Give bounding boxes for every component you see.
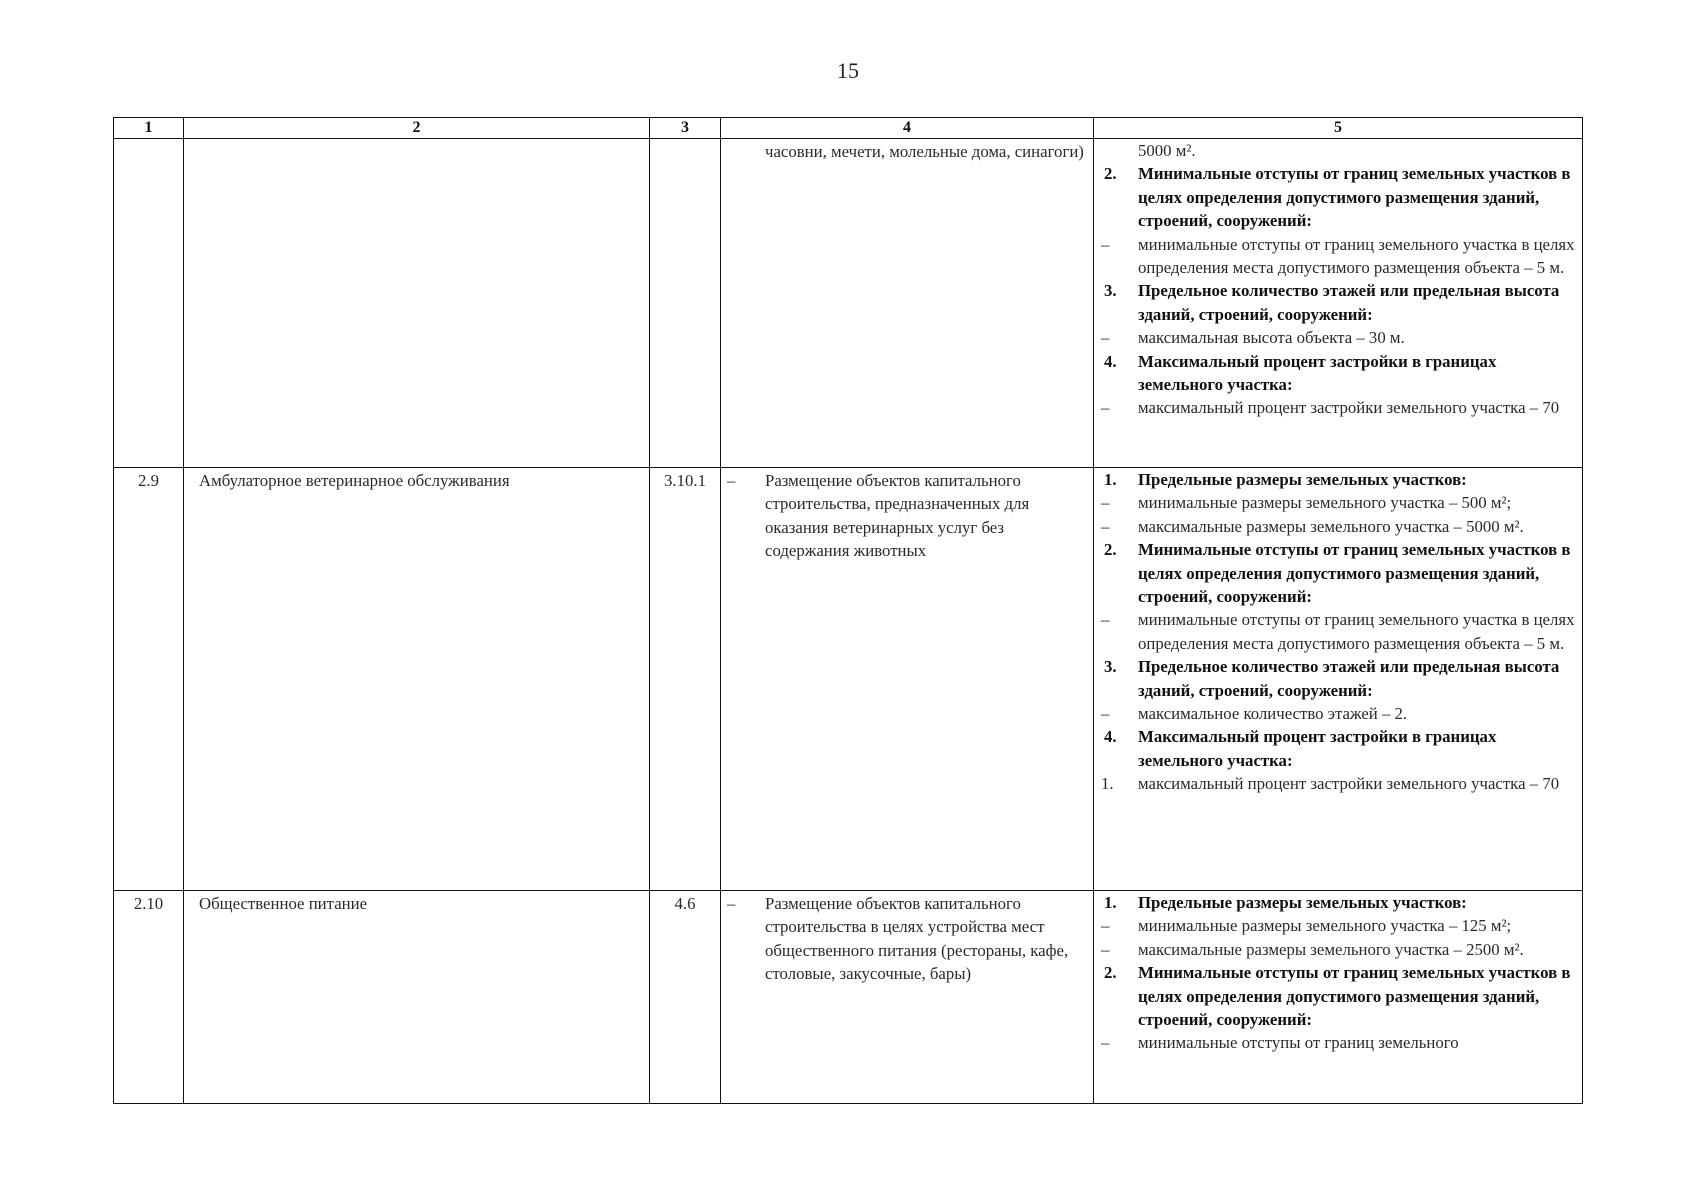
parameter-text: минимальные отступы от границ земельного участка в целях определения места допустимого размещения объекта – 5 м. bbox=[1138, 234, 1575, 278]
parameter-value bbox=[1094, 139, 1578, 162]
dash-marker: – bbox=[727, 894, 736, 913]
use-type-code: 3.10.1 bbox=[650, 468, 721, 891]
parameter-value bbox=[1094, 702, 1578, 725]
parameter-text: максимальный процент застройки земельного участка – 70 bbox=[1138, 398, 1560, 418]
list-marker: 2. bbox=[1104, 164, 1117, 184]
parameter-text: Минимальные отступы от границ земельных участков в целях определения допустимого размещения зданий, строений, сооружений: bbox=[1138, 963, 1571, 1030]
parameters-cell bbox=[1094, 468, 1583, 891]
parameter-heading bbox=[1094, 279, 1578, 326]
parameter-text: Предельные размеры земельных участков: bbox=[1138, 470, 1467, 489]
use-description-text: Размещение объектов капитального строительства, предназначенных для оказания ветеринарных услуг без содержания животных bbox=[765, 471, 1030, 561]
parameter-heading bbox=[1094, 538, 1578, 608]
parameter-text: Предельное количество этажей или предельная высота зданий, строений, сооружений: bbox=[1138, 281, 1560, 324]
parameter-value bbox=[1094, 938, 1578, 961]
parameter-text: минимальные отступы от границ земельного участка в целях определения места допустимого размещения объекта – 5 м. bbox=[1138, 610, 1575, 653]
list-marker: 2. bbox=[1104, 540, 1117, 560]
use-type-name: Амбулаторное ветеринарное обслуживания bbox=[184, 468, 650, 891]
parameter-text: максимальная высота объекта – 30 м. bbox=[1138, 328, 1405, 348]
list-marker: 1. bbox=[1104, 470, 1117, 489]
dash-marker: – bbox=[727, 471, 736, 490]
parameter-heading bbox=[1094, 725, 1578, 772]
parameter-heading bbox=[1094, 468, 1578, 491]
parameter-text: минимальные размеры земельного участка – 500 м²; bbox=[1138, 493, 1512, 513]
parameter-heading bbox=[1094, 350, 1578, 397]
list-marker: – bbox=[1101, 610, 1110, 630]
parameter-value bbox=[1094, 491, 1578, 514]
use-type-name: Общественное питание bbox=[184, 891, 650, 1104]
header-col-1: 1 bbox=[114, 118, 184, 139]
list-marker: – bbox=[1101, 1033, 1110, 1053]
list-marker: 4. bbox=[1104, 351, 1117, 371]
parameter-heading bbox=[1094, 162, 1578, 232]
parameter-value bbox=[1094, 396, 1578, 419]
parameter-text: максимальный процент застройки земельного участка – 70 bbox=[1138, 774, 1560, 794]
row-number: 2.10 bbox=[114, 891, 184, 1104]
header-col-5: 5 bbox=[1094, 118, 1583, 139]
parameter-text: Максимальный процент застройки в границах земельного участка: bbox=[1138, 727, 1497, 770]
use-description-text: Размещение объектов капитального строительства в целях устройства мест общественного питания (рестораны, кафе, столовые, закусочные, бары) bbox=[765, 894, 1069, 984]
parameter-value bbox=[1094, 515, 1578, 538]
list-marker: 2. bbox=[1104, 963, 1117, 983]
use-description bbox=[721, 468, 1093, 563]
parameter-value bbox=[1094, 1031, 1578, 1054]
parameter-text: 5000 м². bbox=[1138, 141, 1196, 160]
parameters-cell bbox=[1094, 139, 1583, 468]
parameter-heading bbox=[1094, 961, 1578, 1031]
parameter-value bbox=[1094, 608, 1578, 655]
zoning-table bbox=[113, 117, 1583, 1104]
row-number bbox=[114, 139, 184, 468]
row-number: 2.9 bbox=[114, 468, 184, 891]
list-marker: 4. bbox=[1104, 727, 1117, 747]
parameter-text: минимальные размеры земельного участка – 125 м²; bbox=[1138, 916, 1512, 936]
parameter-text: Предельное количество этажей или предельная высота зданий, строений, сооружений: bbox=[1138, 657, 1560, 700]
use-description-text: часовни, мечети, молельные дома, синагоги) bbox=[765, 142, 1084, 161]
use-type-code: 4.6 bbox=[650, 891, 721, 1104]
page-number: 15 bbox=[837, 58, 859, 83]
parameter-value bbox=[1094, 233, 1578, 280]
use-description bbox=[721, 891, 1093, 986]
list-marker: 3. bbox=[1104, 281, 1117, 301]
table-row bbox=[114, 139, 1583, 468]
list-marker: – bbox=[1101, 234, 1110, 254]
parameter-value bbox=[1094, 772, 1578, 795]
list-marker: – bbox=[1101, 939, 1110, 959]
parameter-text: максимальное количество этажей – 2. bbox=[1138, 704, 1408, 724]
table-row bbox=[114, 468, 1583, 891]
parameter-text: максимальные размеры земельного участка – 5000 м². bbox=[1138, 516, 1524, 536]
use-description-cell bbox=[721, 891, 1094, 1104]
parameter-value bbox=[1094, 914, 1578, 937]
parameter-text: Минимальные отступы от границ земельных участков в целях определения допустимого размещения зданий, строений, сооружений: bbox=[1138, 164, 1571, 231]
parameter-text: минимальные отступы от границ земельного bbox=[1138, 1033, 1459, 1053]
parameter-text: Минимальные отступы от границ земельных участков в целях определения допустимого размещения зданий, строений, сооружений: bbox=[1138, 540, 1571, 607]
header-col-3: 3 bbox=[650, 118, 721, 139]
list-marker: – bbox=[1101, 704, 1110, 724]
list-marker: – bbox=[1101, 493, 1110, 513]
list-marker: 1. bbox=[1101, 774, 1114, 794]
use-type-code bbox=[650, 139, 721, 468]
table-header-row bbox=[114, 118, 1583, 139]
use-description-cell bbox=[721, 139, 1094, 468]
header-col-4: 4 bbox=[721, 118, 1094, 139]
parameter-text: Предельные размеры земельных участков: bbox=[1138, 893, 1467, 912]
use-description-cell bbox=[721, 468, 1094, 891]
parameter-value bbox=[1094, 326, 1578, 349]
list-marker: – bbox=[1101, 916, 1110, 936]
list-marker: – bbox=[1101, 328, 1110, 348]
list-marker: 1. bbox=[1104, 893, 1117, 912]
parameter-heading bbox=[1094, 891, 1578, 914]
list-marker: – bbox=[1101, 516, 1110, 536]
header-col-2: 2 bbox=[184, 118, 650, 139]
list-marker: – bbox=[1101, 398, 1110, 418]
table-row bbox=[114, 891, 1583, 1104]
use-type-name bbox=[184, 139, 650, 468]
parameter-heading bbox=[1094, 655, 1578, 702]
use-description bbox=[721, 139, 1093, 163]
parameters-cell bbox=[1094, 891, 1583, 1104]
list-marker: 3. bbox=[1104, 657, 1117, 677]
parameter-text: максимальные размеры земельного участка – 2500 м². bbox=[1138, 939, 1524, 959]
parameter-text: Максимальный процент застройки в границах земельного участка: bbox=[1138, 351, 1497, 395]
